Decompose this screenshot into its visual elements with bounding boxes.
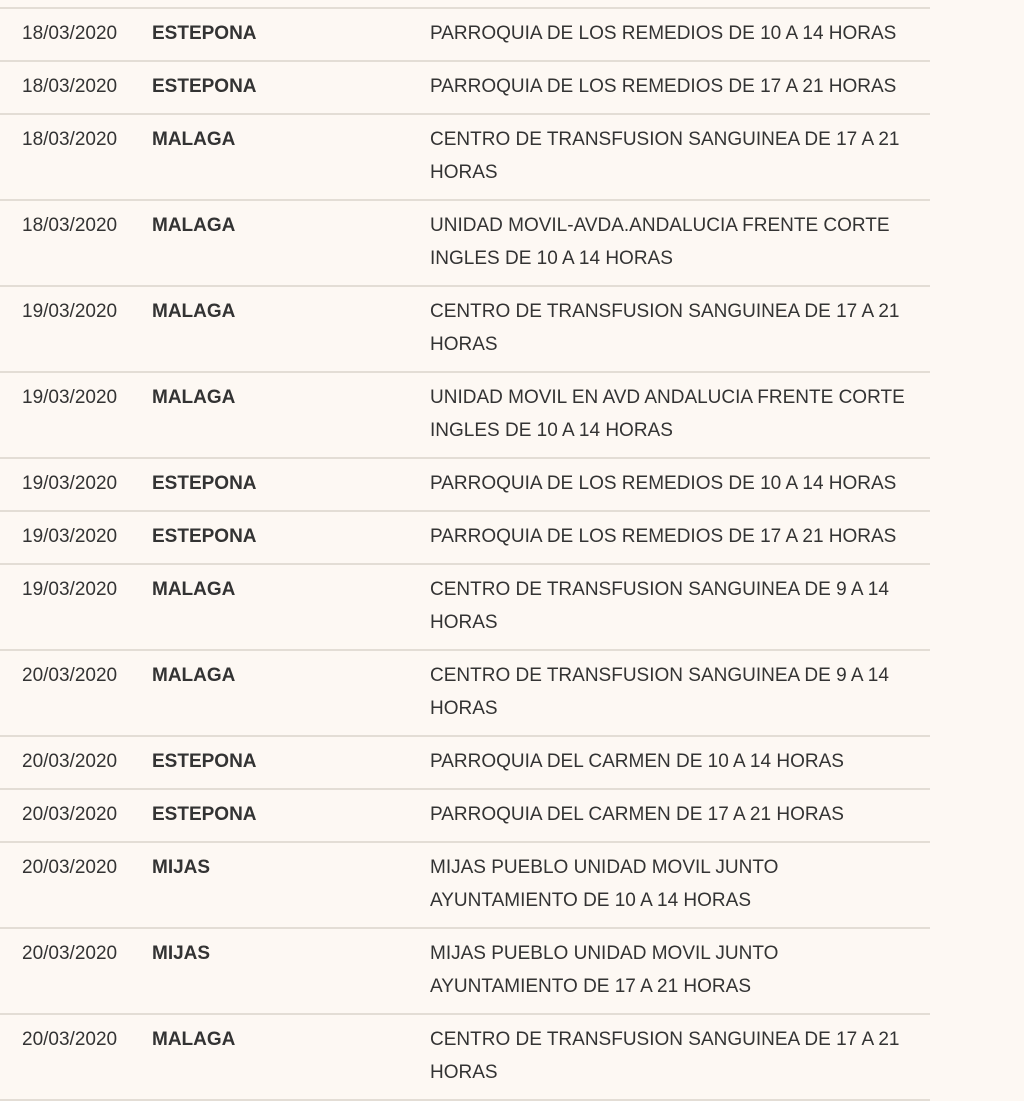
city-cell: ESTEPONA (152, 76, 257, 97)
location-cell: PARROQUIA DE LOS REMEDIOS DE 17 A 21 HORAS (430, 76, 897, 97)
city-cell: MIJAS (152, 857, 211, 878)
location-cell: PARROQUIA DE LOS REMEDIOS DE 10 A 14 HORAS (430, 473, 897, 494)
location-cell: CENTRO DE TRANSFUSION SANGUINEA DE 17 A 21 HORAS (430, 129, 900, 183)
location-cell: PARROQUIA DEL CARMEN DE 10 A 14 HORAS (430, 751, 844, 772)
date-cell: 18/03/2020 (22, 129, 118, 150)
city-cell: MALAGA (152, 579, 236, 600)
table-row (0, 650, 930, 736)
table-row (0, 8, 930, 61)
table-row (0, 736, 930, 789)
date-cell: 18/03/2020 (22, 23, 118, 44)
city-cell: MALAGA (152, 301, 236, 322)
city-cell: MALAGA (152, 215, 236, 236)
city-cell: ESTEPONA (152, 23, 257, 44)
location-cell: MIJAS PUEBLO UNIDAD MOVIL JUNTO AYUNTAMIENTO DE 17 A 21 HORAS (430, 943, 779, 997)
location-cell: PARROQUIA DE LOS REMEDIOS DE 17 A 21 HORAS (430, 526, 897, 547)
date-cell: 20/03/2020 (22, 804, 118, 825)
date-cell: 19/03/2020 (22, 579, 118, 600)
location-cell: UNIDAD MOVIL-AVDA.ANDALUCIA FRENTE CORTE INGLES DE 10 A 14 HORAS (430, 215, 890, 269)
schedule-body (0, 8, 930, 1100)
table-row (0, 564, 930, 650)
location-cell: UNIDAD MOVIL EN AVD ANDALUCIA FRENTE CORTE INGLES DE 10 A 14 HORAS (430, 387, 905, 441)
date-cell: 20/03/2020 (22, 1029, 118, 1050)
schedule-table (0, 7, 930, 1101)
table-row (0, 842, 930, 928)
location-cell: CENTRO DE TRANSFUSION SANGUINEA DE 9 A 14 HORAS (430, 665, 889, 719)
date-cell: 19/03/2020 (22, 473, 118, 494)
date-cell: 19/03/2020 (22, 387, 118, 408)
city-cell: MALAGA (152, 1029, 236, 1050)
location-cell: CENTRO DE TRANSFUSION SANGUINEA DE 17 A 21 HORAS (430, 301, 900, 355)
city-cell: ESTEPONA (152, 751, 257, 772)
city-cell: ESTEPONA (152, 473, 257, 494)
city-cell: MALAGA (152, 387, 236, 408)
location-cell: PARROQUIA DE LOS REMEDIOS DE 10 A 14 HORAS (430, 23, 897, 44)
table-row (0, 458, 930, 511)
table-row (0, 789, 930, 842)
table-row (0, 200, 930, 286)
table-row (0, 928, 930, 1014)
city-cell: MIJAS (152, 943, 211, 964)
table-row (0, 511, 930, 564)
location-cell: MIJAS PUEBLO UNIDAD MOVIL JUNTO AYUNTAMIENTO DE 10 A 14 HORAS (430, 857, 779, 911)
table-row (0, 61, 930, 114)
date-cell: 18/03/2020 (22, 76, 118, 97)
location-cell: CENTRO DE TRANSFUSION SANGUINEA DE 9 A 14 HORAS (430, 579, 889, 633)
city-cell: MALAGA (152, 665, 236, 686)
date-cell: 20/03/2020 (22, 665, 118, 686)
location-cell: PARROQUIA DEL CARMEN DE 17 A 21 HORAS (430, 804, 844, 825)
city-cell: ESTEPONA (152, 526, 257, 547)
city-cell: MALAGA (152, 129, 236, 150)
date-cell: 20/03/2020 (22, 943, 118, 964)
date-cell: 19/03/2020 (22, 526, 118, 547)
date-cell: 20/03/2020 (22, 857, 118, 878)
date-cell: 18/03/2020 (22, 215, 118, 236)
table-row (0, 1014, 930, 1100)
date-cell: 19/03/2020 (22, 301, 118, 322)
city-cell: ESTEPONA (152, 804, 257, 825)
table-row (0, 286, 930, 372)
table-row (0, 114, 930, 200)
date-cell: 20/03/2020 (22, 751, 118, 772)
location-cell: CENTRO DE TRANSFUSION SANGUINEA DE 17 A 21 HORAS (430, 1029, 900, 1083)
table-row (0, 372, 930, 458)
